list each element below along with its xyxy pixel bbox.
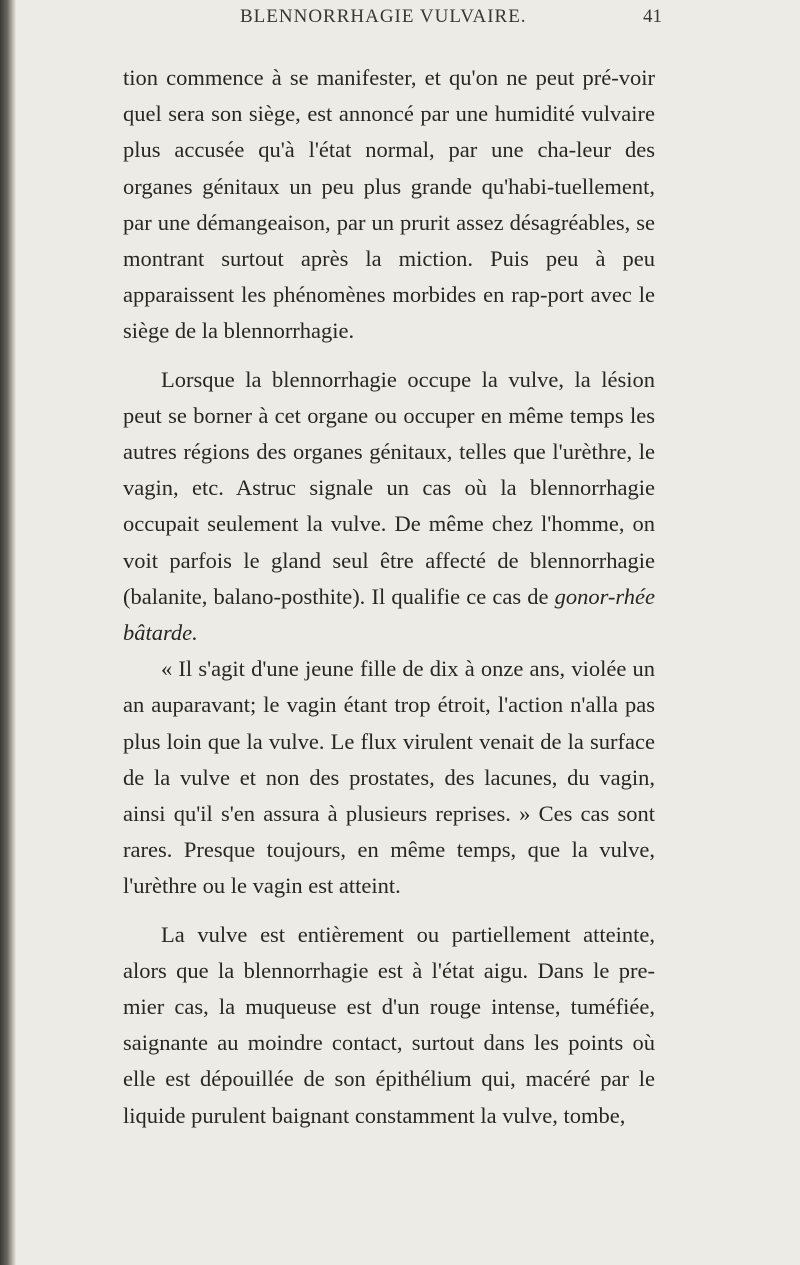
paragraph-2 <box>123 362 655 652</box>
paragraph-2-text: Lorsque la blennorrhagie occupe la vulve, la lésion peut se borner à cet organe ou occuper en même temps les autres régions des organes génitaux, telles que l'urèthre, le vagin, etc. Astruc signale un cas où la blennorrhagie occupait seulement la vulve. De même chez l'homme, on voit parfois le gland seul être affecté de blennorrhagie (balanite, balano-posthite). Il qualifie ce cas de <box>123 366 655 609</box>
running-head: BLENNORRHAGIE VULVAIRE. <box>240 6 527 27</box>
binding-edge <box>0 0 16 1265</box>
paragraph-2-italic: gonor-rhée bâtarde. <box>123 583 655 646</box>
page-number: 41 <box>643 6 662 27</box>
body-text <box>123 60 655 1134</box>
paragraph-3-quote: « Il s'agit d'une jeune fille de dix à onze ans, violée un an auparavant; le vagin étant trop étroit, l'action n'alla pas plus loin que la vulve. Le flux virulent venait de la surface de la vulve et non des prostates, des lacunes, du vagin, ainsi qu'il s'en assura à plusieurs reprises. » Ces cas sont rares. Presque toujours, en même temps, que la vulve, l'urèthre ou le vagin est atteint. <box>123 656 655 899</box>
paragraph-4: La vulve est entièrement ou partiellement atteinte, alors que la blennorrhagie est à l'état aigu. Dans le pre-mier cas, la muqueuse est d'un rouge intense, tuméfiée, saignante au moindre contact, surtout dans les points où elle est dépouillée de son épithélium qui, macéré par le liquide purulent baignant constamment la vulve, tombe, <box>123 921 655 1128</box>
paragraph-1: tion commence à se manifester, et qu'on ne peut pré-voir quel sera son siège, est annoncé par une humidité vulvaire plus accusée qu'à l'état normal, par une cha-leur des organes génitaux un peu plus grande qu'habi-tuellement, par une démangeaison, par un prurit assez désagréables, se montrant surtout après la miction. Puis peu à peu apparaissent les phénomènes morbides en rap-port avec le siège de la blennorrhagie. <box>123 65 655 344</box>
